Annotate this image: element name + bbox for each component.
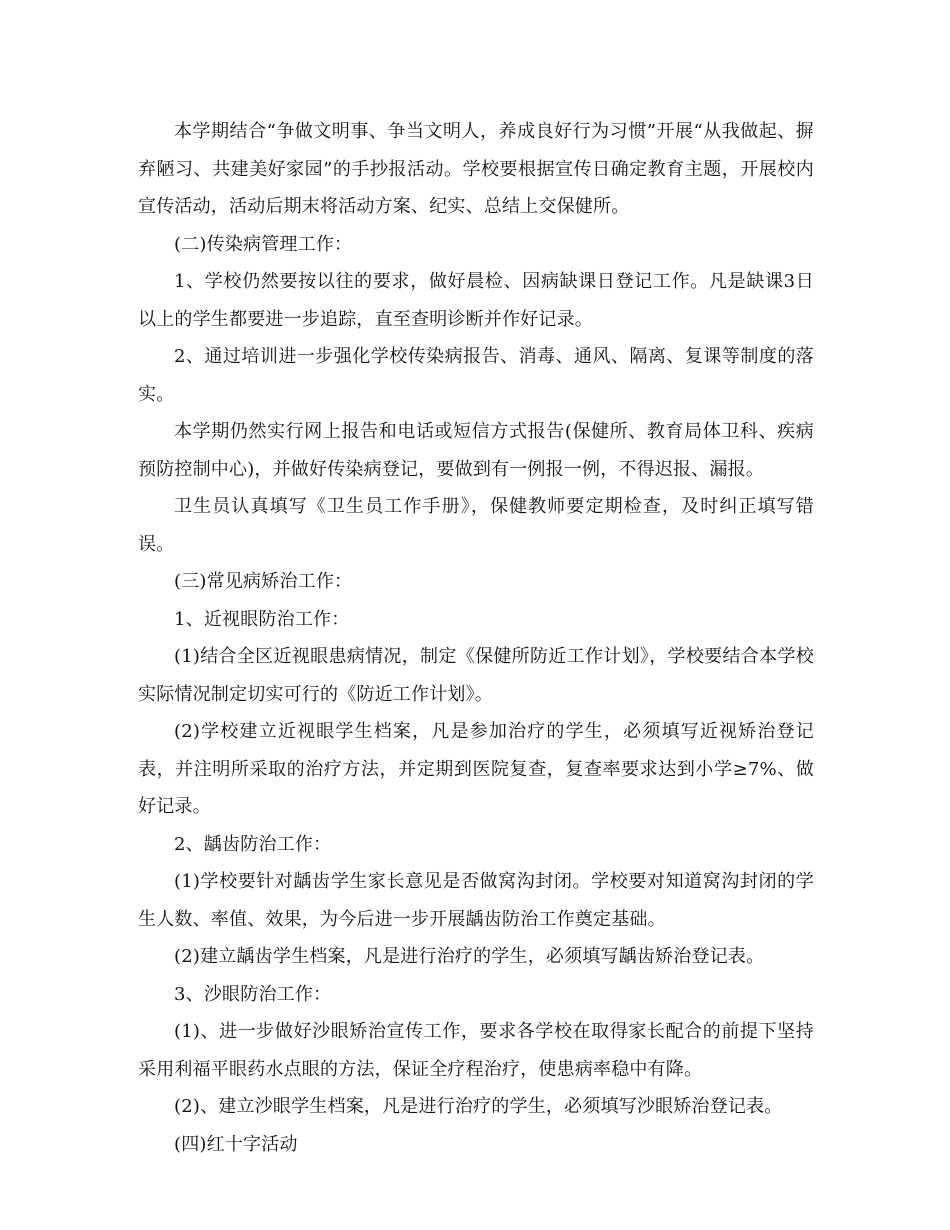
section-heading: (二)传染病管理工作： [174, 233, 353, 255]
paragraph: (1)、进一步做好沙眼矫治宣传工作，要求各学校在取得家长配合的前提下坚持采用利福平眼药水点眼的方法，保证全疗程治疗，使患病率稳中有降。 [138, 1021, 814, 1080]
subsection-heading: 1、近视眼防治工作： [174, 608, 350, 630]
paragraph: (2)学校建立近视眼学生档案，凡是参加治疗的学生，必须填写近视矫治登记表，并注明所采取的治疗方法，并定期到医院复查，复查率要求达到小学≥7%、做好记录。 [138, 721, 814, 817]
paragraph: (1)学校要针对龋齿学生家长意见是否做窝沟封闭。学校要对知道窝沟封闭的学生人数、率值、效果，为今后进一步开展龋齿防治工作奠定基础。 [138, 871, 814, 930]
paragraph: (2)建立龋齿学生档案，凡是进行治疗的学生，必须填写龋齿矫治登记表。 [174, 946, 765, 967]
paragraph: 本学期结合“争做文明事、争当文明人，养成良好行为习惯”开展“从我做起、摒弃陋习、共建美好家园”的手抄报活动。学校要根据宣传日确定教育主题，开展校内宣传活动，活动后期末将活动方案、纪实、总结上交保健所。 [138, 121, 814, 217]
paragraph: (1)结合全区近视眼患病情况，制定《保健所防近工作计划》，学校要结合本学校实际情况制定切实可行的《防近工作计划》。 [138, 646, 814, 705]
subsection-heading: 2、龋齿防治工作： [174, 833, 332, 855]
paragraph: 卫生员认真填写《卫生员工作手册》，保健教师要定期检查，及时纠正填写错误。 [138, 496, 814, 555]
subsection-heading: 3、沙眼防治工作： [174, 983, 332, 1005]
section-heading: (三)常见病矫治工作： [174, 571, 353, 592]
paragraph: 2、通过培训进一步强化学校传染病报告、消毒、通风、隔离、复课等制度的落实。 [138, 346, 814, 405]
paragraph: 本学期仍然实行网上报告和电话或短信方式报告(保健所、教育局体卫科、疾病预防控制中心)，并做好传染病登记，要做到有一例报一例，不得迟报、漏报。 [138, 421, 814, 480]
document-body [138, 113, 814, 1163]
paragraph: (2)、建立沙眼学生档案，凡是进行治疗的学生，必须填写沙眼矫治登记表。 [174, 1096, 783, 1117]
paragraph: 1、学校仍然要按以往的要求，做好晨检、因病缺课日登记工作。凡是缺课3日以上的学生都要进一步追踪，直至查明诊断并作好记录。 [138, 271, 814, 330]
section-heading: (四)红十字活动 [174, 1133, 298, 1155]
